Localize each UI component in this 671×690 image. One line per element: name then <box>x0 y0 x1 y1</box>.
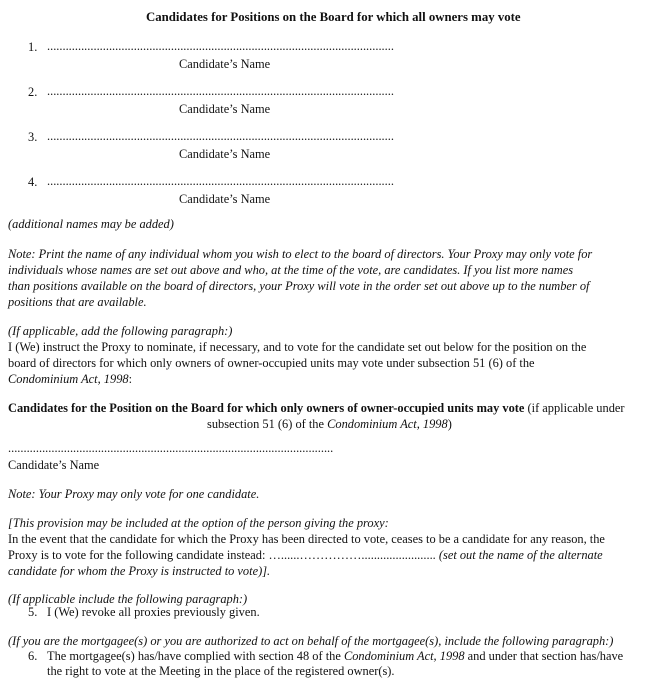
note-line: positions that are available. <box>8 295 147 309</box>
nominate-paragraph-act-line <box>8 371 132 387</box>
heading-bold: Candidates for the Position on the Board for which only owners of owner-occupied units may vote <box>8 401 525 415</box>
heading-line2-post: ) <box>447 417 452 431</box>
candidate-name-line[interactable]: ................................................................................................................ <box>47 84 394 98</box>
owner-occupied-candidate-line[interactable]: ......................................................................................................... <box>8 441 334 455</box>
candidate-name-label: Candidate’s Name <box>179 57 271 71</box>
note-line: individuals whose names are set out above and who, at the time of the vote, are candidates. If you list more names <box>8 263 574 277</box>
candidate-number: 4. <box>28 175 38 189</box>
mortgagee-post: and under that section has/have <box>464 649 624 663</box>
candidate-number: 3. <box>28 130 38 144</box>
additional-names-note: (additional names may be added) <box>8 217 174 231</box>
act-name: Condominium Act, 1998 <box>343 649 465 663</box>
applicable-instruction: (If applicable, add the following paragraph:) <box>8 324 233 338</box>
provision-line <box>8 547 603 563</box>
act-suffix: : <box>128 372 133 386</box>
mortgagee-text-line: the right to vote at the Meeting in the place of the registered owner(s). <box>47 664 395 678</box>
candidate-name-label: Candidate’s Name <box>179 147 271 161</box>
act-name: Condominium Act, 1998 <box>8 372 129 386</box>
note-line: Note: Print the name of any individual whom you wish to elect to the board of directors. Your Proxy may only vote for <box>8 247 593 261</box>
candidate-name-label: Candidate’s Name <box>179 192 271 206</box>
revoke-proxies-text: I (We) revoke all proxies previously given. <box>47 605 260 619</box>
nominate-paragraph-line: I (We) instruct the Proxy to nominate, if necessary, and to vote for the candidate set out below for the position on the <box>8 340 587 354</box>
alternate-instruction: (set out the name of the alternate <box>435 548 603 562</box>
candidate-name-line[interactable]: ................................................................................................................ <box>47 174 394 188</box>
note-line: than positions available on the board of directors, your Proxy will vote in the order set out above up to the number of <box>8 279 590 293</box>
section-heading-owner-occupied-line2 <box>207 416 452 432</box>
nominate-paragraph-line: board of directors for which only owners of owner-occupied units may vote under subsection 51 (6) of the <box>8 356 535 370</box>
candidate-name-label: Candidate’s Name <box>179 102 271 116</box>
item-number: 5. <box>28 605 38 619</box>
alternate-candidate-line[interactable]: Proxy is to vote for the following candidate instead: …......……………........................ <box>8 548 436 562</box>
heading-tail: (if applicable under <box>524 401 625 415</box>
candidate-number: 1. <box>28 40 38 54</box>
provision-intro: [This provision may be included at the option of the person giving the proxy: <box>8 516 389 530</box>
candidate-name-line[interactable]: ................................................................................................................ <box>47 39 394 53</box>
item6-intro: (If you are the mortgagee(s) or you are authorized to act on behalf of the mortgagee(s), include the following paragraph:) <box>8 634 614 648</box>
item5-intro: (If applicable include the following paragraph:) <box>8 592 248 606</box>
item-number: 6. <box>28 649 38 663</box>
candidate-name-line[interactable]: ................................................................................................................ <box>47 129 394 143</box>
candidate-name-label: Candidate’s Name <box>8 458 100 472</box>
mortgagee-text-line <box>47 648 623 664</box>
mortgagee-pre: The mortgagee(s) has/have complied with section 48 of the <box>47 649 344 663</box>
section-heading-all-owners: Candidates for Positions on the Board for which all owners may vote <box>146 10 521 24</box>
section-heading-owner-occupied <box>8 400 625 416</box>
provision-line: candidate for whom the Proxy is instructed to vote)]. <box>8 564 271 578</box>
act-name: Condominium Act, 1998 <box>327 417 448 431</box>
candidate-number: 2. <box>28 85 38 99</box>
one-candidate-note: Note: Your Proxy may only vote for one candidate. <box>8 487 260 501</box>
heading-line2-pre: subsection 51 (6) of the <box>207 417 328 431</box>
provision-line: In the event that the candidate for which the Proxy has been directed to vote, ceases to be a candidate for any reason, the <box>8 532 605 546</box>
